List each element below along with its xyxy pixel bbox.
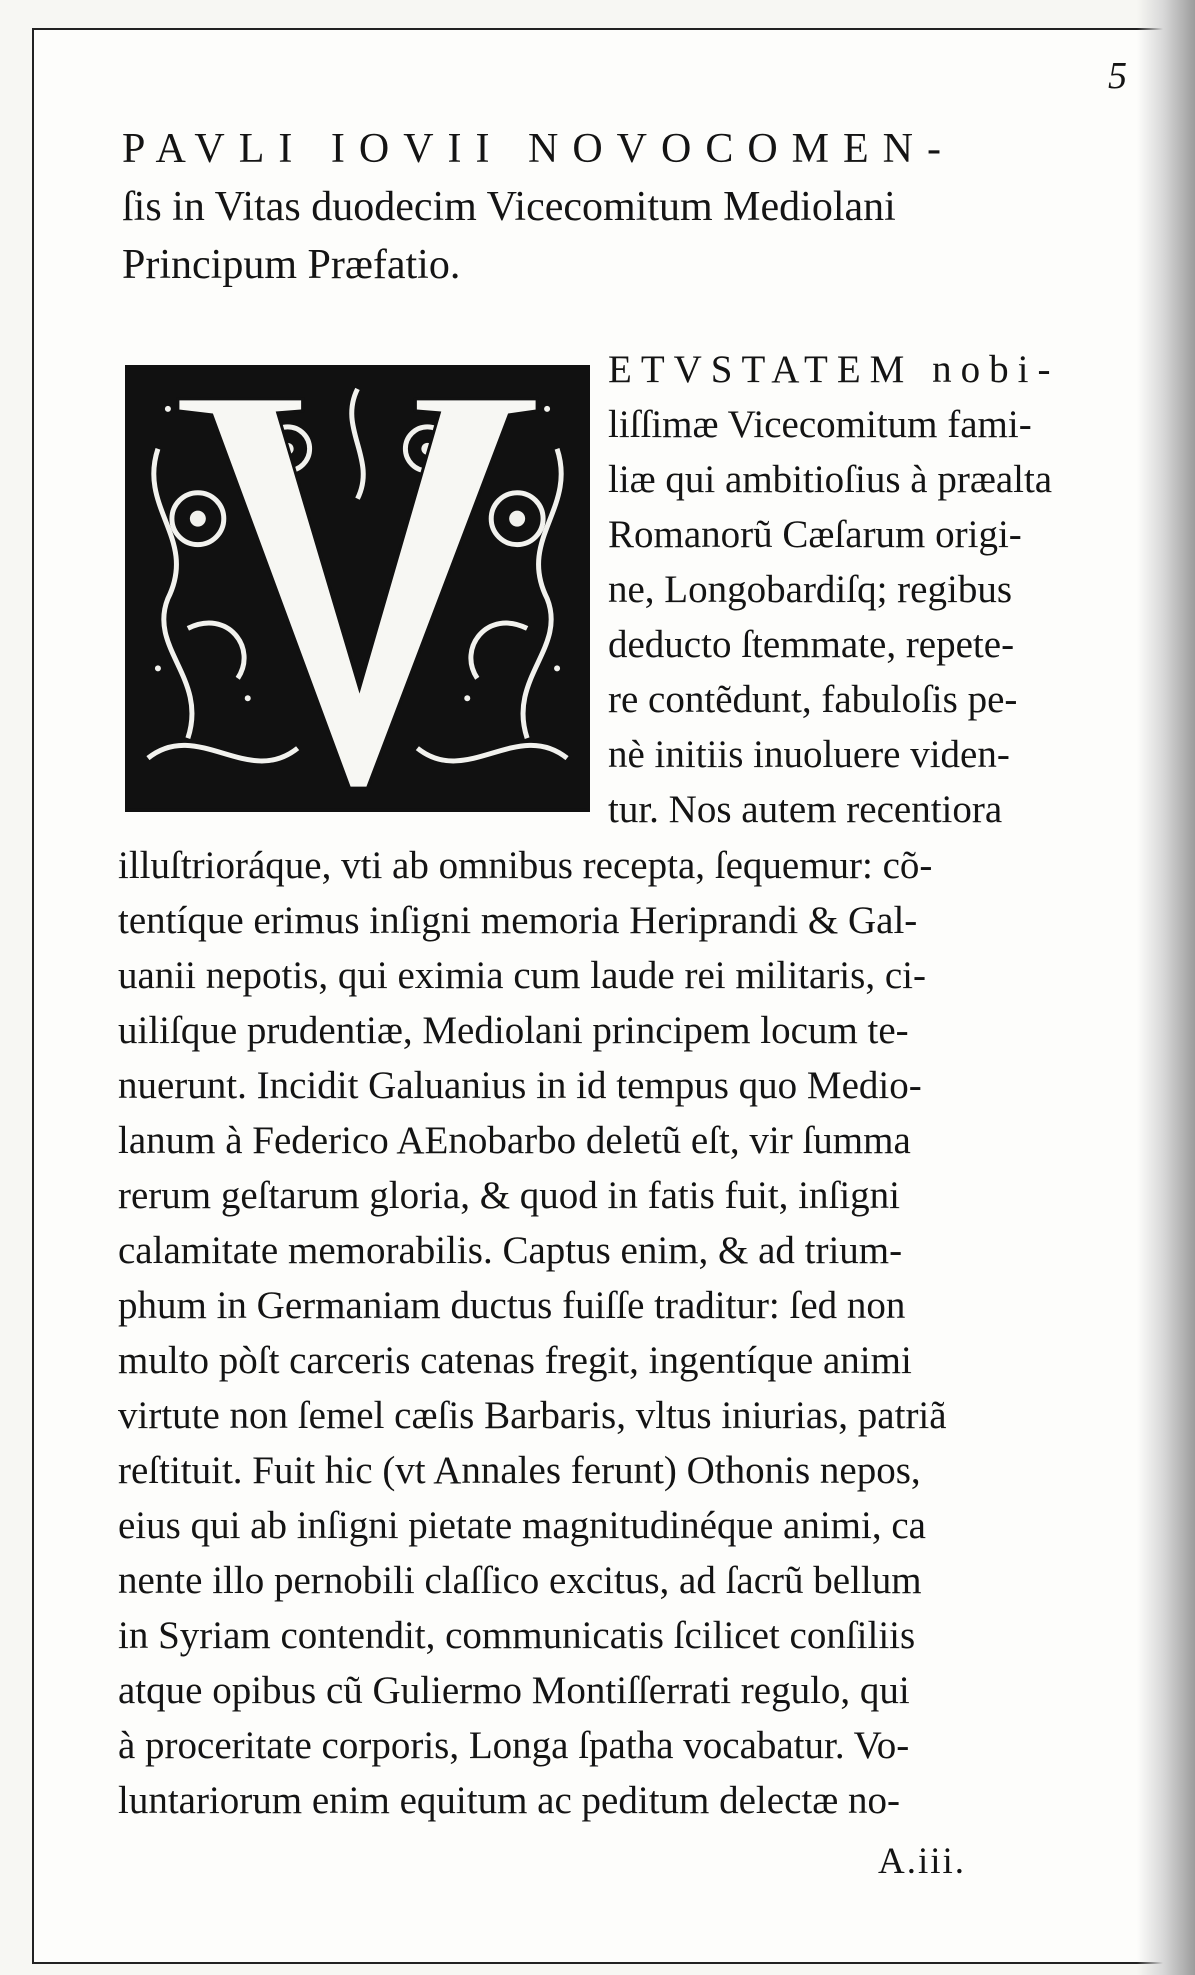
text-line: uanii nepotis, qui eximia cum laude rei militaris, ci- [118,954,926,997]
title-line: Principum Præfatio. [122,242,461,288]
text-line: tentíque erimus inſigni memoria Heriprandi & Gal- [118,899,918,942]
title-line: ſis in Vitas duodecim Vicecomitum Mediolani [122,184,896,230]
text-line: deducto ſtemmate, repete- [608,623,1015,666]
text-line: Romanorũ Cæſarum origi- [608,513,1022,556]
text-line: eius qui ab inſigni pietate magnitudinéque animi, ca [118,1504,926,1547]
text-line: liæ qui ambitioſius à præalta [608,458,1053,501]
body-text [118,838,1138,1828]
text-line: multo pòſt carceris catenas fregit, ingentíque animi [118,1339,912,1382]
text-line: re contẽdunt, fabuloſis pe- [608,678,1018,721]
text-line: nuerunt. Incidit Galuanius in id tempus quo Medio- [118,1064,922,1107]
text-line: ETVSTATEM nobi- [608,348,1060,391]
page-number: 5 [1108,55,1127,97]
text-line: luntariorum enim equitum ac peditum delectæ no- [118,1779,900,1822]
text-line: lanum à Federico AEnobarbo deletũ eſt, vir ſumma [118,1119,911,1162]
book-gutter-shadow [1137,0,1195,1975]
text-line: nè initiis inuoluere viden- [608,733,1010,776]
text-line: atque opibus cũ Guliermo Montiſſerrati regulo, qui [118,1669,910,1712]
signature-mark: A.iii. [878,1841,967,1882]
text-line: reſtituit. Fuit hic (vt Annales ferunt) Othonis nepos, [118,1449,921,1492]
text-line: virtute non ſemel cæſis Barbaris, vltus iniurias, patriã [118,1394,947,1437]
ornamental-initial-v-icon [125,365,590,812]
text-line: phum in Germaniam ductus fuiſſe traditur: ſed non [118,1284,906,1327]
text-line: tur. Nos autem recentiora [608,788,1003,831]
text-line: rerum geſtarum gloria, & quod in fatis fuit, inſigni [118,1174,901,1217]
text-line: à proceritate corporis, Longa ſpatha vocabatur. Vo- [118,1724,910,1767]
page-title [122,120,1142,294]
title-line: PAVLI IOVII NOVOCOMEN- [122,126,955,172]
text-line: ne, Longobardiſq; regibus [608,568,1012,611]
text-line: calamitate memorabilis. Captus enim, & ad trium- [118,1229,903,1272]
opening-lines [608,342,1128,837]
text-line: illuſtrioráque, vti ab omnibus recepta, ſequemur: cõ- [118,844,933,887]
text-line: in Syriam contendit, communicatis ſcilicet conſiliis [118,1614,916,1657]
text-line: nente illo pernobili claſſico excitus, ad ſacrũ bellum [118,1559,922,1602]
text-line: uiliſque prudentiæ, Mediolani principem locum te- [118,1009,909,1052]
text-line: liſſimæ Vicecomitum fami- [608,403,1032,446]
